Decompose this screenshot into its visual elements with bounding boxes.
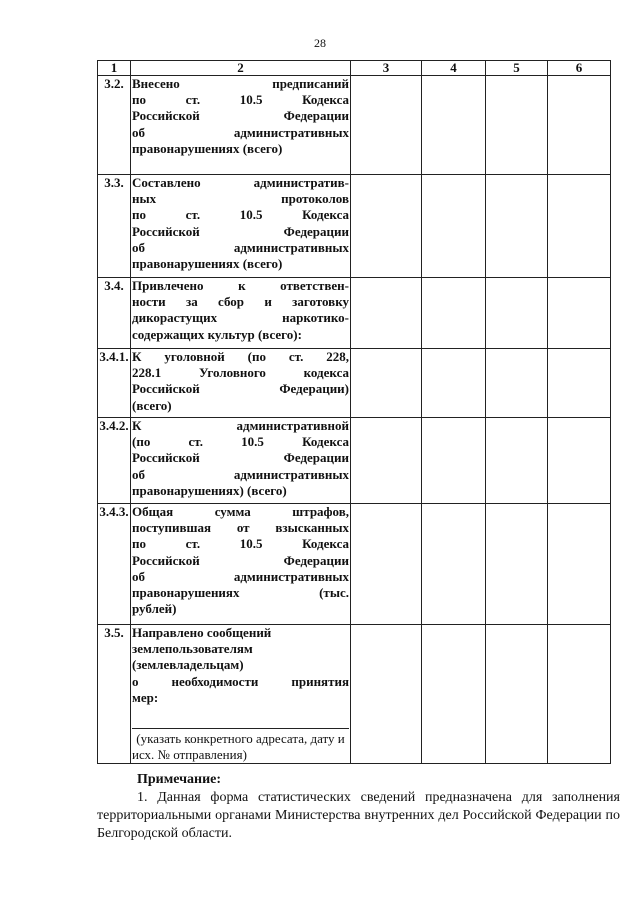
data-cell [422,278,486,349]
data-cell [548,175,611,278]
row-text-line: ности за сбор и заготовку [132,294,349,310]
row-text-line: мер: [132,689,159,705]
page-number: 28 [314,36,326,50]
row-text-line: дикорастущих наркотико- [132,310,349,326]
data-cell [422,349,486,418]
row-text-line: рублей) [132,601,177,617]
row-text-line: ных протоколов [132,191,349,207]
data-cell [548,625,611,764]
row-description [131,278,351,349]
column-header: 4 [422,61,486,76]
row-text-line: об административных [132,239,349,255]
data-cell [486,175,548,278]
row-text-line: Российской Федерации [132,223,349,239]
row-text-line: содержащих культур (всего): [132,326,302,342]
footnote-text: 1. Данная форма статистических сведений предназначена для заполнения территориальными органами Министерства внутренних дел Российской Федерации по Белгородской области. [97,790,620,841]
data-cell [548,418,611,504]
data-cell [548,76,611,175]
row-text-line: об административных [132,568,349,584]
data-cell [351,504,422,625]
data-cell [351,418,422,504]
row-description [131,175,351,278]
column-header: 2 [131,61,351,76]
data-cell [548,278,611,349]
table-row [98,349,611,418]
row-number: 3.4.2. [98,418,131,504]
row-text-line: Российской Федерации [132,552,349,568]
row-text-line: землепользователям [132,641,253,657]
row-text-line: Привлечено к ответствен- [132,278,349,293]
data-cell [422,175,486,278]
row-number: 3.5. [98,625,131,764]
data-cell [486,504,548,625]
row-number: 3.4.3. [98,504,131,625]
table-row [98,175,611,278]
row-text-line: правонарушениях (тыс. [132,585,349,601]
data-cell [486,76,548,175]
data-cell [351,349,422,418]
addressee-hint: (указать конкретного адресата, дату и исх. № отправления) [132,728,349,763]
table-row [98,625,611,764]
table-header-row [98,61,611,76]
row-text-line: Общая сумма штрафов, [132,504,349,519]
row-description [131,504,351,625]
row-text-line: (землевладельцам) [132,657,244,673]
row-text-line: о необходимости принятия [132,673,349,689]
row-text-line: Российской Федерации [132,450,349,466]
table-row [98,278,611,349]
row-text-line: правонарушениях (всего) [132,256,283,272]
data-cell [422,504,486,625]
data-cell [351,625,422,764]
table-row [98,418,611,504]
row-text-line: по ст. 10.5 Кодекса [132,207,349,223]
data-cell [486,278,548,349]
row-description [131,625,351,764]
footnote-title: Примечание: [137,772,222,787]
row-text-line: К уголовной (по ст. 228, [132,349,349,364]
row-description [131,76,351,175]
row-text-line: правонарушениях) (всего) [132,482,287,498]
table-row [98,504,611,625]
row-description [131,418,351,504]
row-description [131,349,351,418]
data-cell [351,175,422,278]
row-text-line: Направлено сообщений [132,625,272,640]
column-header: 5 [486,61,548,76]
row-text-line: по ст. 10.5 Кодекса [132,536,349,552]
row-text-line: (всего) [132,397,172,413]
row-text-line: поступившая от взысканных [132,520,349,536]
footnote [97,771,620,843]
statistics-table [97,60,611,764]
row-number: 3.4.1. [98,349,131,418]
column-header: 3 [351,61,422,76]
column-header: 6 [548,61,611,76]
row-number: 3.2. [98,76,131,175]
column-header: 1 [98,61,131,76]
row-text-line: Внесено предписаний [132,76,349,91]
row-text-line: об административных [132,466,349,482]
data-cell [548,504,611,625]
row-text-line: Составлено административ- [132,175,349,190]
data-cell [351,278,422,349]
row-text-line: правонарушениях (всего) [132,140,283,156]
row-text-line: Российской Федерации [132,108,349,124]
data-cell [486,625,548,764]
data-cell [422,625,486,764]
data-cell [486,418,548,504]
data-cell [351,76,422,175]
row-number: 3.3. [98,175,131,278]
row-text-line: (по ст. 10.5 Кодекса [132,434,349,450]
row-text-line: 228.1 Уголовного кодекса [132,365,349,381]
row-text-line: об административных [132,124,349,140]
row-text-line: по ст. 10.5 Кодекса [132,92,349,108]
data-cell [548,349,611,418]
row-text-line: Российской Федерации) [132,381,349,397]
table-row [98,76,611,175]
data-cell [422,76,486,175]
data-cell [422,418,486,504]
row-text-line: К административной [132,418,349,433]
row-number: 3.4. [98,278,131,349]
data-cell [486,349,548,418]
